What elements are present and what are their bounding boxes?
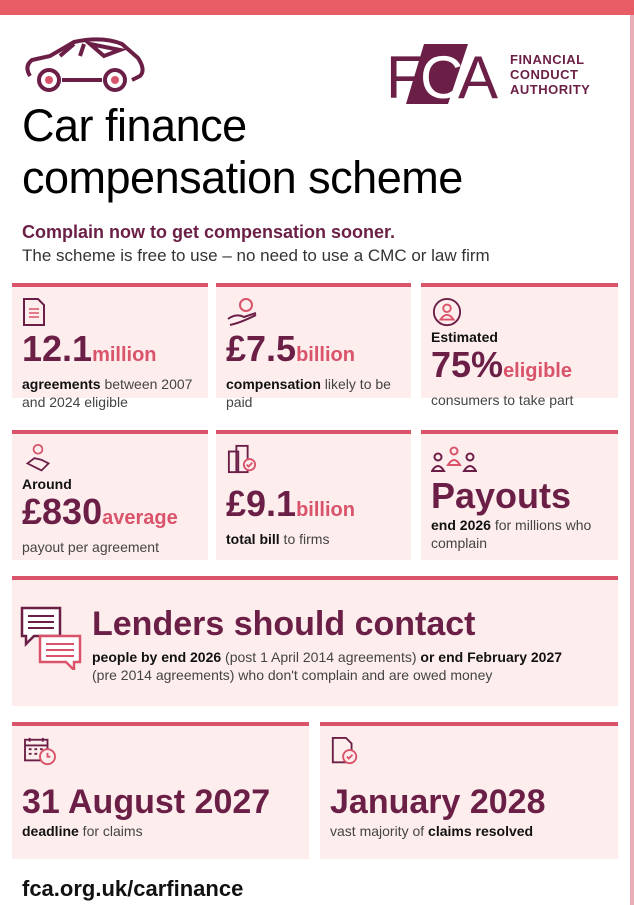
stat-card-compensation: £7.5billion compensation likely to be paid bbox=[216, 283, 411, 398]
lenders-title: Lenders should contact bbox=[92, 605, 476, 643]
page-title: Car finance compensation scheme bbox=[22, 100, 463, 203]
logo-text: CONDUCT bbox=[510, 66, 579, 82]
footer-url[interactable]: fca.org.uk/carfinance bbox=[22, 876, 244, 901]
tagline: Complain now to get compensation sooner. bbox=[22, 222, 396, 242]
subline: The scheme is free to use – no need to use a CMC or law firm bbox=[22, 246, 490, 265]
stat-card-total-bill: £9.1billion total bill to firms bbox=[216, 430, 411, 560]
svg-text:C: C bbox=[420, 44, 464, 104]
document-icon bbox=[22, 297, 46, 327]
document-check-icon bbox=[330, 736, 360, 766]
calendar-clock-icon bbox=[22, 736, 58, 766]
car-icon bbox=[22, 36, 147, 94]
people-icon bbox=[431, 444, 477, 474]
logo-text: FINANCIAL bbox=[510, 51, 585, 67]
handshake-icon bbox=[22, 444, 54, 474]
logo-text: AUTHORITY bbox=[510, 81, 591, 97]
top-bar bbox=[0, 0, 634, 15]
svg-text:A: A bbox=[458, 44, 499, 104]
stat-card-average: Around £830average payout per agreement bbox=[12, 430, 208, 560]
deadline-card: 31 August 2027 deadline for claims bbox=[12, 722, 309, 859]
fca-logo bbox=[386, 44, 590, 104]
hand-coin-icon bbox=[226, 297, 260, 327]
edge-strip bbox=[630, 15, 634, 905]
resolved-card: January 2028 vast majority of claims resolved bbox=[320, 722, 618, 859]
svg-text:F: F bbox=[386, 44, 423, 104]
stat-card-eligible: Estimated 75%eligible consumers to take part bbox=[421, 283, 618, 398]
chat-bubbles-icon bbox=[20, 606, 84, 670]
person-icon bbox=[431, 297, 463, 327]
stat-card-agreements: 12.1million agreements between 2007 and 2024 eligible bbox=[12, 283, 208, 398]
building-check-icon bbox=[226, 444, 258, 474]
stat-card-payouts: Payouts end 2026 for millions who complain bbox=[421, 430, 618, 560]
lenders-card: Lenders should contact people by end 2026 (post 1 April 2014 agreements) or end February 2027 (pre 2014 agreements) who don't complain and are owed money bbox=[12, 576, 618, 706]
